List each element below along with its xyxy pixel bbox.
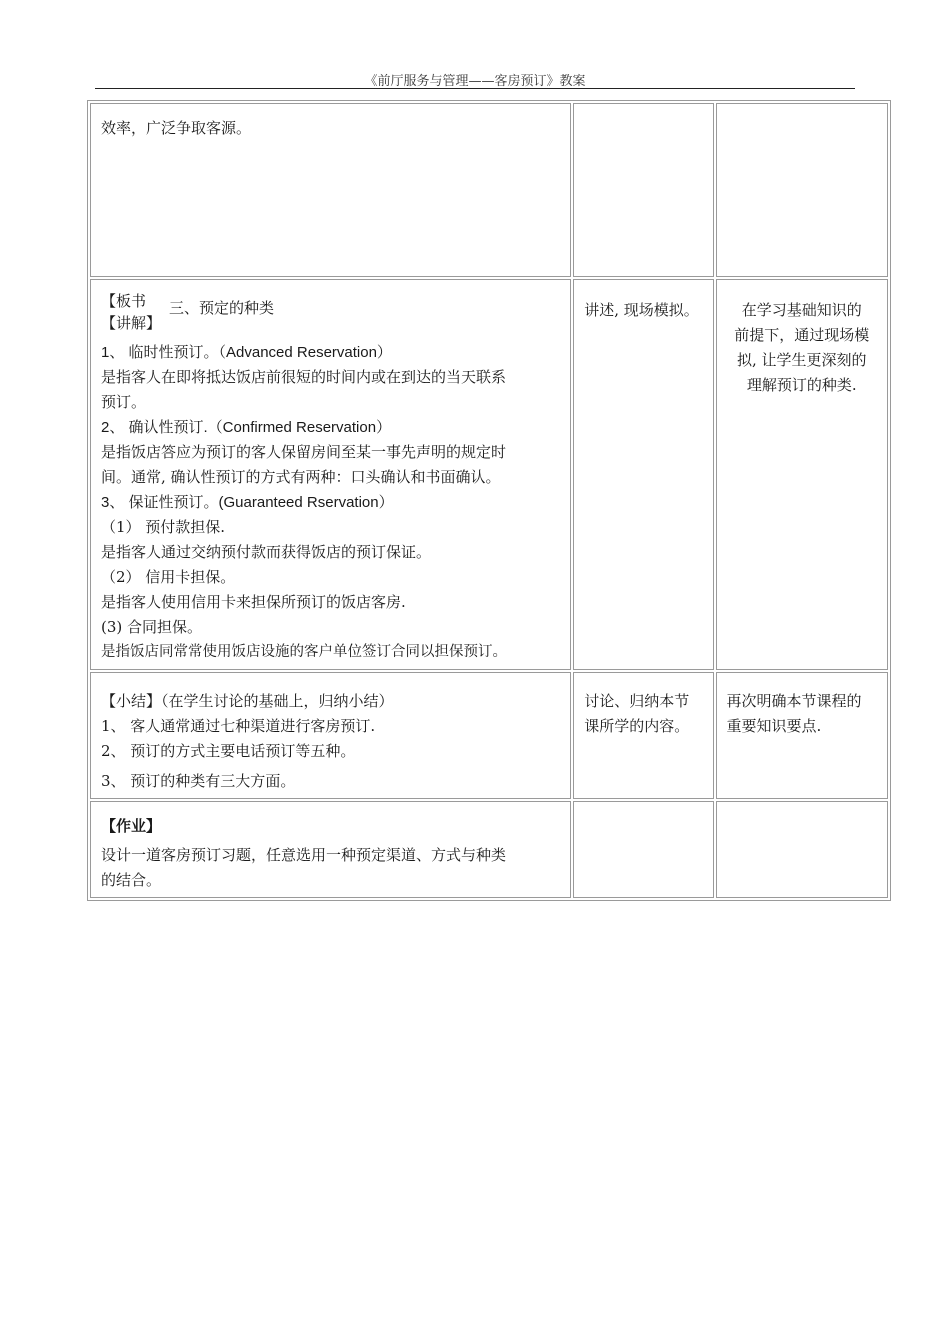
method-text: 讲述, 现场模拟。: [584, 301, 699, 319]
list-item: （2） 信用卡担保。: [101, 568, 236, 586]
content-cell: [90, 279, 571, 670]
intent-cell: [716, 103, 888, 277]
list-item: 2、 确认性预订.（Confirmed Reservation）: [101, 419, 392, 436]
board-label: 【板书: [101, 292, 147, 310]
intent-text: 拟, 让学生更深刻的: [737, 351, 867, 369]
list-item: 预订。: [101, 393, 147, 411]
homework-text: 设计一道客房预订习题，任意选用一种预定渠道、方式与种类: [101, 846, 507, 864]
intent-cell: [716, 672, 888, 799]
lesson-plan-table: [87, 100, 891, 901]
intent-text: 理解预订的种类.: [746, 376, 857, 394]
method-cell: [573, 279, 713, 670]
method-text: 课所学的内容。: [584, 717, 690, 735]
list-item: 是指饭店答应为预订的客人保留房间至某一事先声明的规定时: [101, 443, 507, 461]
list-item: 是指饭店同常常使用饭店设施的客户单位签订合同以担保预订。: [101, 644, 507, 660]
list-item: （1） 预付款担保.: [101, 518, 226, 536]
method-cell: [573, 103, 713, 277]
list-item: (3) 合同担保。: [101, 618, 203, 636]
list-item: 是指客人通过交纳预付款而获得饭店的预订保证。: [101, 543, 432, 561]
table-row: [90, 672, 888, 799]
table-row: [90, 279, 888, 670]
list-item: 3、 保证性预订。(Guaranteed Rservation）: [101, 494, 394, 511]
list-item: 3、 预订的种类有三大方面。: [101, 772, 296, 790]
intent-cell: [716, 801, 888, 898]
list-item: 1、 客人通常通过七种渠道进行客房预订.: [101, 717, 376, 735]
content-cell: [90, 103, 571, 277]
table-row: [90, 103, 888, 277]
method-cell: [573, 672, 713, 799]
intent-text: 再次明确本节课程的: [726, 692, 862, 710]
summary-note: （在学生讨论的基础上，归纳小结）: [161, 692, 394, 710]
header-divider: [95, 88, 855, 89]
intent-text: 前提下，通过现场模: [734, 326, 870, 344]
list-item: 是指客人使用信用卡来担保所预订的饭店客房.: [101, 593, 406, 611]
intent-cell: [716, 279, 888, 670]
lecture-label: 【讲解】: [101, 314, 162, 332]
page-header-title: 《前厅服务与管理——客房预订》教案: [364, 74, 586, 89]
section-heading: 三、预定的种类: [169, 299, 275, 317]
table-row: [90, 801, 888, 898]
intent-text: 在学习基础知识的: [741, 301, 862, 319]
content-cell: [90, 801, 571, 898]
list-item: 间。通常, 确认性预订的方式有两种：口头确认和书面确认。: [101, 468, 501, 486]
list-item: 是指客人在即将抵达饭店前很短的时间内或在到达的当天联系: [101, 368, 507, 386]
list-item: 1、 临时性预订。（Advanced Reservation）: [101, 344, 392, 361]
intent-text: 重要知识要点.: [726, 717, 822, 735]
homework-label: 【作业】: [101, 817, 162, 835]
method-text: 讨论、归纳本节: [584, 692, 690, 710]
content-cell: [90, 672, 571, 799]
summary-label: 【小结】: [101, 692, 162, 710]
summary-heading: [101, 689, 560, 714]
list-item: 2、 预订的方式主要电话预订等五种。: [101, 742, 356, 760]
board-lecture-label: [101, 290, 161, 334]
homework-text: 的结合。: [101, 871, 162, 889]
content-text: 效率，广泛争取客源。: [101, 119, 252, 137]
method-cell: [573, 801, 713, 898]
